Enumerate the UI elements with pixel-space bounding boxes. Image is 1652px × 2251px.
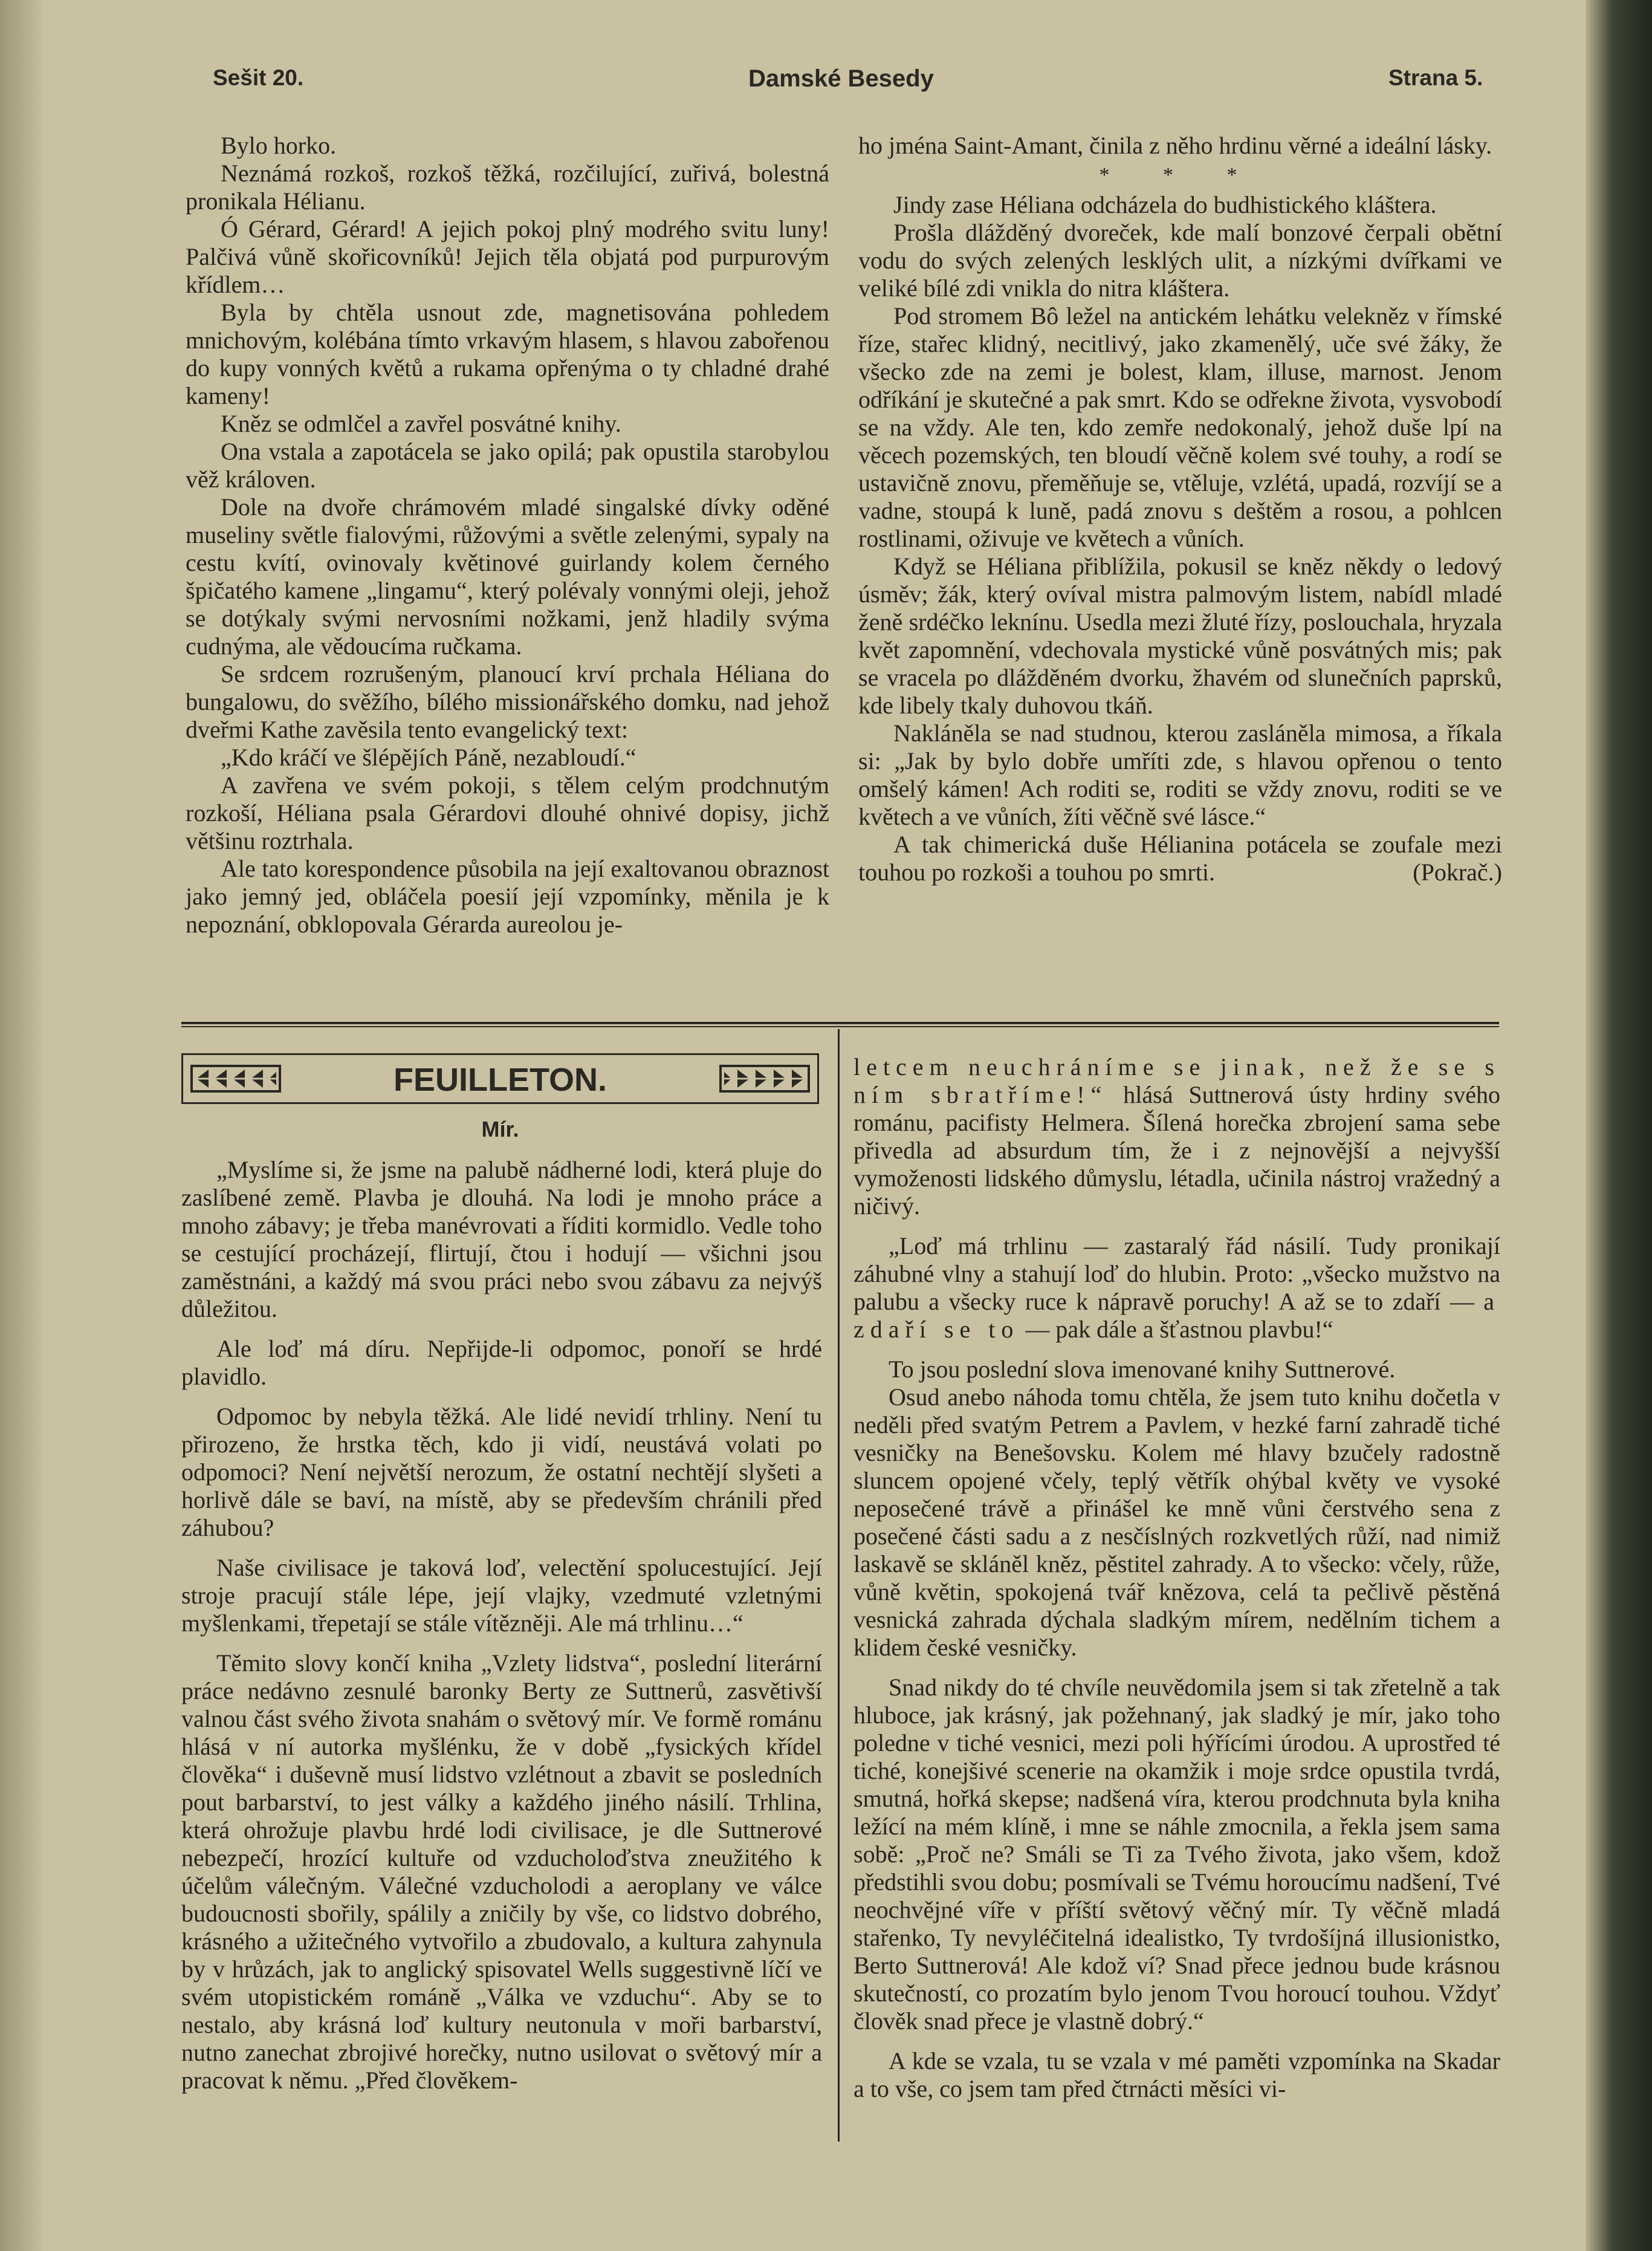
paragraph: „Myslíme si, že jsme na palubě nádherné lodi, která pluje do zaslíbené země. Plavba je dlouhá. Na lodi je mnoho práce a mnoho zábavy; je třeba manévrovati a říditi kormidlo. Vedle toho se cestující procházejí, flirtují, čtou i hodují — všichni jsou zaměstnáni, a každý má svou práci nebo svou zábavu za nejvýš důležitou.	[181, 1156, 822, 1322]
column-rule	[838, 1029, 840, 2142]
paragraph: Nakláněla se nad studnou, kterou zasláněla mimosa, a říkala si: „Jak by bylo dobře umříti zde, s hlavou opřenou o tento omšelý kámen! Ach roditi se, roditi se vždy znovu, roditi se ve květech a ve vůních, žíti věčně své lásce.“	[858, 719, 1502, 830]
paragraph: Osud anebo náhoda tomu chtěla, že jsem tuto knihu dočetla v neděli před svatým Petrem a Pavlem, v hezké farní zahradě tiché vesničky na Benešovsku. Kolem mé hlavy bzučely radostně sluncem opojené včely, teplý větřík ohýbal květy ve vysoké neposečené trávě a přinášel ke mně vůni čerstvého sena z posečené části sadu a z nesčíslných rozkvetlých růží, nad nimiž laskavě se skláněl kněz, pěstitel zahrady. A to všecko: včely, růže, vůně květin, spokojená tvář knězova, celá ta pečlivě pěstěná vesnická zahrada dýchala sladkým mírem, nedělním tichem a klidem české vesničky.	[854, 1383, 1500, 1661]
paragraph: Prošla dlážděný dvoreček, kde malí bonzové čerpali obětní vodu do svých zelených lesklých ulit, a nízkými dvířkami ve veliké bílé zdi vnikla do nitra kláštera.	[858, 219, 1502, 302]
paragraph: A kde se vzala, tu se vzala v mé paměti vzpomínka na Skadar a to vše, co jsem tam před čtrnácti měsíci vi-	[854, 2047, 1500, 2102]
quote-text: — pak dále a šťastnou plavbu!“	[1019, 1316, 1333, 1343]
paragraph: Snad nikdy do té chvíle neuvědomila jsem si tak zřetelně a tak hluboce, jak krásný, jak požehnaný, jak sladký je mír, jako toho poledne v tiché vesnici, mezi poli hýřícími úrodou. A uprostřed té tiché, konejšivé scenerie na okamžik i moje srdce opustila tvrdá, smutná, hořká skepse; nadšená víra, kterou prodchnuta byla kniha ležící na mém klíně, i mne se náhle zmocnila, a řekla jsem sama sobě: „Proč ne? Smáli se Ti za Tvého života, jako všem, kdož předstihli svou dobu; posmívali se Tvému horoucímu nadšení, Tvé neochvějné víře v příští světový věčný mír. Ty věčně mladá stařenko, Ty nevyléčitelná idealistko, Ty tvrdošíjná illusionistko, Berto Suttnerová! Ale kdož ví? Snad přece jednou bude krásnou skutečností, co prozatím bylo jenom Tvou horoucí touhou. Vždyť člověk snad přece je vlastně dobrý.“	[854, 1674, 1500, 2035]
paragraph: Těmito slovy končí kniha „Vzlety lidstva“, poslední literární práce nedávno zesnulé baronky Berty ze Suttnerů, zasvětivší valnou část svého života snahám o světový mír. Ve formě románu hlásá v ní autorka myšlénku, že v době „fysických křídel člověka“ i duševně musí lidstvo vzlétnout a zbavit se posledních pout barbarství, to jest války a každého jiného násilí. Trhlina, která ohrožuje plavbu hrdé lodi civilisace, je dle Suttnerové nebezpečí, hrozící kultuře od vzducholoďstva zneužitého k účelům válečným. Válečné vzducholodi a aeroplany ve válce budoucnosti sbořily, spálily a zničily by vše, co lidstvo dobrého, krásného a užitečného vytvořilo a zbudovalo, a kultura zahynula by v hrůzách, jak to anglický spisovatel Wells suggestivně líčí ve svém utopistickém románě „Válka ve vzduchu“. Aby se to nestalo, aby krásná loď kultury neutonula v moři barbarství, nutno zanechat zbrojivé horečky, nutno usilovat o světový mír a pracovat k němu. „Před člověkem-	[181, 1649, 822, 2094]
header-magazine-title: Damské Besedy	[748, 65, 934, 92]
paragraph: Když se Héliana přiblížila, pokusil se kněz někdy o ledový úsměv; žák, který ovíval mistra palmovým listem, nabídl mladé ženě srdéčko leknínu. Usedla mezi žluté řízy, poslouchala, hryzala květ zapomnění, vdechovala mystické vůně posvátných mis; pak se vracela po dlážděném dvorku, žhavém od slunečních paprsků, kde libely tkaly duhovou tkáň.	[858, 553, 1502, 719]
paragraph: Naše civilisace je taková loď, velectění spolucestující. Její stroje pracují stále lépe, její vlajky, vzedmuté vzletnými myšlenkami, třepetají se stále vítězněji. Ale má trhlinu…“	[181, 1554, 822, 1637]
paragraph: Pod stromem Bô ležel na antickém lehátku velekněz v římské říze, stařec klidný, necitlivý, jako zkamenělý, uče své žáky, že všecko zde na zemi je bolest, klam, illuse, marnost. Jenom odříkání je skutečné a pak smrt. Kdo se odřekne života, vysvobodí se na vždy. Ale ten, kdo zemře nedokonalý, jehož duše lpí na věcech pozemských, ten bloudí věčně kolem své touhy, a rodí se ustavičně znovu, přeměňuje se, vtěluje, vzlétá, upadá, rozvíjí se a vadne, stoupá k luně, padá znovu s deštěm a rosou, a pohlcen rostlinami, oživuje ve květech a vůních.	[858, 302, 1502, 552]
paragraph: Ale loď má díru. Nepřijde-li odpomoc, ponoří se hrdé plavidlo.	[181, 1335, 822, 1390]
paragraph-text: hlásá Suttnerová ústy hrdiny svého románu, pacifisty Helmera. Šílená horečka zbrojení sama sebe přivedla ad absurdum tím, že i z nejnovější a nejvyšší vymoženosti lidského důmyslu, létadla, učinila nástroj vražedný a ničivý.	[854, 1081, 1500, 1220]
paragraph: A zavřena ve svém pokoji, s tělem celým prodchnutým rozkoší, Héliana psala Gérardovi dlouhé ohnivé dopisy, jichž většinu roztrhala.	[186, 771, 829, 854]
quote-text: „Loď má trhlinu — zastaralý řád násilí. Tudy pronikají záhubné vlny a stahují loď do hlubin. Proto: „všecko mužstvo na palubu a všecky ruce k nápravě poruchy! A až se to zdaří —	[854, 1232, 1500, 1315]
section-divider	[181, 1022, 1499, 1024]
feuilleton-left-column	[181, 1156, 822, 2094]
paragraph-quote	[854, 1232, 1500, 1343]
paragraph-continued	[854, 1053, 1500, 1220]
header-page-number: Strana 5.	[1388, 65, 1483, 90]
feuilleton-right-column	[854, 1053, 1500, 2103]
paragraph: Ona vstala a zapotácela se jako opilá; pak opustila starobylou věž královen.	[186, 438, 829, 493]
feuilleton-title-box	[181, 1053, 819, 1104]
paragraph: To jsou poslední slova imenované knihy Suttnerové.	[889, 1356, 1396, 1383]
paragraph: Kněz se odmlčel a zavřel posvátné knihy.	[221, 410, 621, 437]
paragraph: Jindy zase Héliana odcházela do budhistického kláštera.	[893, 191, 1437, 218]
spaced-text: a zdaří se to	[854, 1288, 1500, 1343]
section-break-stars: * * *	[1099, 164, 1262, 186]
story-right-column	[858, 132, 1502, 886]
paragraph: Bylo horko.	[221, 132, 337, 159]
quote-line: „Kdo kráčí ve šlépějích Páně, nezabloudí.“	[221, 744, 637, 771]
article-title: Mír.	[481, 1117, 519, 1142]
paragraph-text: A tak chimerická duše Hélianina potácela se zoufale mezi touhou po rozkoši a touhou po smrti.	[858, 831, 1502, 886]
paragraph: Dole na dvoře chrámovém mladé singalské dívky oděné museliny světle fialovými, růžovými a světle zelenými, sypaly na cestu kvítí, ovinovaly květinové guirlandy kolem černého špičatého kamene „lingamu“, který polévaly vonnými oleji, jehož se dotýkaly svými nervosními nožkami, jenž hladily svýma cudnýma, ale vědoucíma ručkama.	[186, 493, 829, 660]
section-divider-thin	[181, 1026, 1499, 1027]
paragraph: Byla by chtěla usnout zde, magnetisována pohledem mnichovým, kolébána tímto vrkavým hlasem, s hlavou zabořenou do kupy vonných květů a rukama opřenýma o ty chladné drahé kameny!	[186, 299, 829, 409]
spaced-text: letcem neuchráníme se jinak, než že se s ním sbratříme!“	[854, 1053, 1500, 1108]
paragraph: Ale tato korespondence působila na její exaltovanou obraznost jako jemný jed, obláčela poesií její vzpomínky, měnila je k nepoznání, obklopovala Gérarda aureolou je-	[186, 855, 829, 938]
feuilleton-heading: FEUILLETON.	[393, 1062, 607, 1098]
page-edge-right	[1586, 0, 1652, 2251]
header-issue: Sešit 20.	[213, 65, 304, 90]
paragraph: Se srdcem rozrušeným, planoucí krví prchala Héliana do bungalowu, do svěžího, bílého missionářského domku, nad jehož dveřmi Kathe zavěsila tento evangelický text:	[186, 660, 829, 743]
paragraph-continued: ho jména Saint-Amant, činila z něho hrdinu věrné a ideální lásky.	[858, 132, 1492, 159]
ornament-right-icon	[719, 1064, 810, 1094]
paragraph: Neznámá rozkoš, rozkoš těžká, rozčilující, zuřivá, bolestná pronikala Hélianu.	[186, 160, 829, 215]
continued-note: (Pokrač.)	[1413, 859, 1502, 886]
paragraph-last	[858, 831, 1502, 886]
paragraph: Ó Gérard, Gérard! A jejich pokoj plný modrého svitu luny! Palčivá vůně skořicovníků! Jejich těla objatá pod purpurovým křídlem…	[186, 215, 829, 298]
story-left-column	[186, 132, 829, 938]
paragraph: Odpomoc by nebyla těžká. Ale lidé nevidí trhliny. Není tu přirozeno, že hrstka těch, kdo ji vidí, neustává volati po odpomoci? Není největší nerozum, že ostatní nechtějí slyšeti a horlivě dále se baví, na místě, aby se především chránili před záhubou?	[181, 1403, 822, 1541]
page-edge-left	[0, 0, 42, 2251]
